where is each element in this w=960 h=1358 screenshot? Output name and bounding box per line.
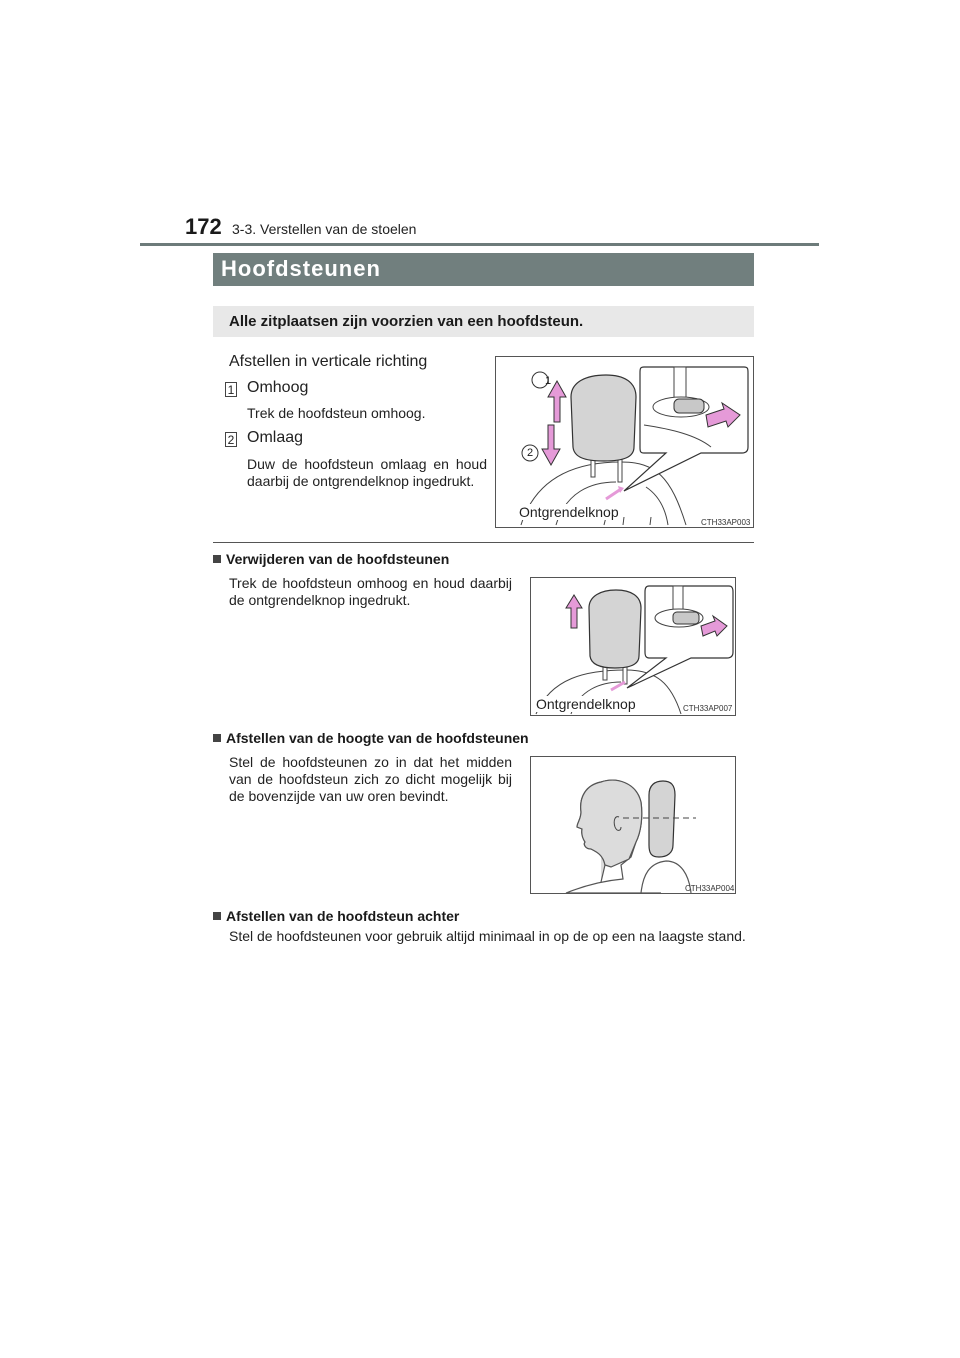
head-position-illustration bbox=[531, 757, 735, 893]
release-button-label-2: Ontgrendelknop bbox=[536, 696, 636, 712]
step-label-up: Omhoog bbox=[247, 379, 309, 396]
headrest-remove-illustration bbox=[531, 578, 735, 715]
rear-heading bbox=[213, 908, 459, 924]
rear-text: Stel de hoofdsteunen voor gebruik altijd minimaal in op de op een na laagste stand. bbox=[229, 928, 746, 944]
figure-code-2: CTH33AP007 bbox=[683, 704, 733, 713]
page-number: 172 bbox=[185, 214, 222, 239]
figure-code: CTH33AP003 bbox=[701, 518, 751, 527]
step-badge-down: 2 bbox=[225, 432, 237, 447]
callout-2-label: 2 bbox=[526, 447, 534, 459]
section-label: 3-3. Verstellen van de stoelen bbox=[232, 221, 417, 237]
bullet-square-icon bbox=[213, 734, 221, 742]
section-divider bbox=[213, 542, 754, 543]
remove-heading bbox=[213, 551, 449, 567]
height-heading-text: Afstellen van de hoogte van de hoofdsteunen bbox=[226, 730, 529, 746]
figure-code-3: CTH33AP004 bbox=[685, 884, 735, 893]
header-rule bbox=[140, 243, 819, 246]
intro-text: Alle zitplaatsen zijn voorzien van een hoofdsteun. bbox=[229, 313, 584, 330]
vertical-adjust-heading: Afstellen in verticale richting bbox=[229, 353, 428, 370]
bullet-square-icon bbox=[213, 555, 221, 563]
figure-height bbox=[530, 756, 736, 894]
bullet-square-icon bbox=[213, 912, 221, 920]
rear-heading-text: Afstellen van de hoofdsteun achter bbox=[226, 908, 460, 924]
step-badge-up: 1 bbox=[225, 382, 237, 397]
height-heading bbox=[213, 730, 529, 746]
step-desc-up: Trek de hoofdsteun omhoog. bbox=[247, 405, 426, 421]
figure-remove bbox=[530, 577, 736, 716]
release-button-label: Ontgrendelknop bbox=[519, 504, 619, 520]
callout-1-label: 1 bbox=[544, 375, 552, 387]
height-text: Stel de hoofdsteunen zo in dat het midden van de hoofdsteun zich zo dicht mogelijk bij de bovenzijde van uw oren bevindt. bbox=[229, 754, 512, 804]
headrest-vertical-illustration bbox=[496, 357, 753, 527]
page-title: Hoofdsteunen bbox=[221, 256, 381, 281]
remove-heading-text: Verwijderen van de hoofdsteunen bbox=[226, 551, 450, 567]
figure-vertical-adjust bbox=[495, 356, 754, 528]
step-label-down: Omlaag bbox=[247, 429, 304, 446]
step-desc-down: Duw de hoofdsteun omlaag en houd daarbij de ontgrendelknop ingedrukt. bbox=[247, 456, 487, 489]
remove-text: Trek de hoofdsteun omhoog en houd daarbij de ontgrendelknop ingedrukt. bbox=[229, 575, 512, 608]
